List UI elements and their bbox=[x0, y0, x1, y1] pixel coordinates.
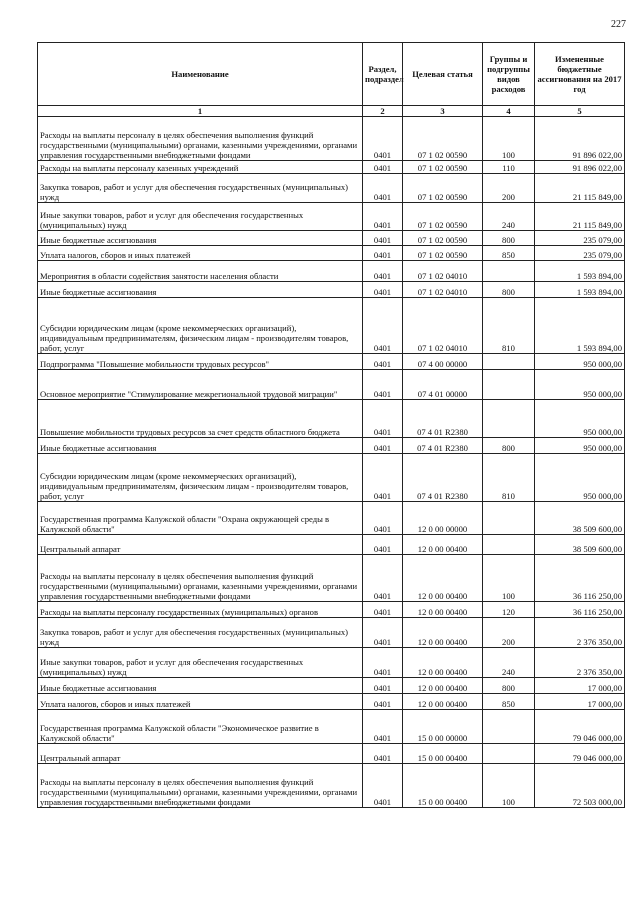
row-group: 200 bbox=[483, 174, 535, 203]
row-amount: 950 000,00 bbox=[535, 354, 625, 370]
table-row bbox=[38, 555, 625, 602]
table-row bbox=[38, 174, 625, 203]
row-amount: 21 115 849,00 bbox=[535, 203, 625, 231]
row-amount: 950 000,00 bbox=[535, 438, 625, 454]
table-body bbox=[38, 117, 625, 808]
row-article: 12 0 00 00400 bbox=[403, 648, 483, 678]
row-article: 07 4 01 R2380 bbox=[403, 454, 483, 502]
table-row bbox=[38, 678, 625, 694]
header-name: Наименование bbox=[38, 43, 363, 106]
row-amount: 1 593 894,00 bbox=[535, 298, 625, 354]
row-section: 0401 bbox=[363, 618, 403, 648]
row-section: 0401 bbox=[363, 370, 403, 400]
row-name: Иные закупки товаров, работ и услуг для обеспечения государственных (муниципальных) нужд bbox=[38, 648, 363, 678]
row-name: Государственная программа Калужской области "Экономическое развитие в Калужской области" bbox=[38, 710, 363, 744]
row-name: Закупка товаров, работ и услуг для обеспечения государственных (муниципальных) нужд bbox=[38, 618, 363, 648]
row-article: 12 0 00 00400 bbox=[403, 535, 483, 555]
table-row bbox=[38, 602, 625, 618]
row-amount: 21 115 849,00 bbox=[535, 174, 625, 203]
row-amount: 1 593 894,00 bbox=[535, 282, 625, 298]
table-row bbox=[38, 535, 625, 555]
row-group bbox=[483, 400, 535, 438]
table-row bbox=[38, 246, 625, 261]
row-amount: 17 000,00 bbox=[535, 678, 625, 694]
row-amount: 1 593 894,00 bbox=[535, 261, 625, 282]
row-section: 0401 bbox=[363, 744, 403, 764]
row-article: 07 4 01 R2380 bbox=[403, 400, 483, 438]
row-section: 0401 bbox=[363, 602, 403, 618]
row-section: 0401 bbox=[363, 261, 403, 282]
row-section: 0401 bbox=[363, 161, 403, 174]
table-row bbox=[38, 161, 625, 174]
row-amount: 79 046 000,00 bbox=[535, 744, 625, 764]
table-row bbox=[38, 231, 625, 246]
row-article: 12 0 00 00400 bbox=[403, 555, 483, 602]
row-section: 0401 bbox=[363, 246, 403, 261]
row-amount: 72 503 000,00 bbox=[535, 764, 625, 808]
row-section: 0401 bbox=[363, 535, 403, 555]
row-section: 0401 bbox=[363, 117, 403, 161]
row-group bbox=[483, 354, 535, 370]
table-row bbox=[38, 370, 625, 400]
row-group: 110 bbox=[483, 161, 535, 174]
table-row bbox=[38, 261, 625, 282]
row-name: Расходы на выплаты персоналу в целях обеспечения выполнения функций государственными (муниципальными) органами, казенными учреждениями, органами управления государственными внебюджетными фондами bbox=[38, 764, 363, 808]
row-section: 0401 bbox=[363, 454, 403, 502]
row-section: 0401 bbox=[363, 231, 403, 246]
row-group: 800 bbox=[483, 678, 535, 694]
table-row bbox=[38, 354, 625, 370]
table-row bbox=[38, 694, 625, 710]
row-name: Иные бюджетные ассигнования bbox=[38, 678, 363, 694]
row-section: 0401 bbox=[363, 354, 403, 370]
table-row bbox=[38, 648, 625, 678]
row-section: 0401 bbox=[363, 502, 403, 535]
row-section: 0401 bbox=[363, 438, 403, 454]
row-group bbox=[483, 502, 535, 535]
table-header-row bbox=[38, 43, 625, 106]
row-article: 07 4 01 R2380 bbox=[403, 438, 483, 454]
row-article: 07 1 02 00590 bbox=[403, 161, 483, 174]
budget-table bbox=[37, 42, 625, 808]
row-name: Расходы на выплаты персоналу казенных учреждений bbox=[38, 161, 363, 174]
row-article: 12 0 00 00400 bbox=[403, 602, 483, 618]
row-article: 07 4 01 00000 bbox=[403, 370, 483, 400]
row-amount: 79 046 000,00 bbox=[535, 710, 625, 744]
table-row bbox=[38, 744, 625, 764]
row-amount: 38 509 600,00 bbox=[535, 502, 625, 535]
row-article: 12 0 00 00400 bbox=[403, 618, 483, 648]
row-group: 240 bbox=[483, 648, 535, 678]
row-group: 800 bbox=[483, 438, 535, 454]
table-row bbox=[38, 298, 625, 354]
table-row bbox=[38, 502, 625, 535]
row-article: 15 0 00 00400 bbox=[403, 744, 483, 764]
row-amount: 2 376 350,00 bbox=[535, 648, 625, 678]
row-name: Расходы на выплаты персоналу в целях обеспечения выполнения функций государственными (муниципальными) органами, казенными учреждениями, органами управления государственными внебюджетными фондами bbox=[38, 555, 363, 602]
column-number-row bbox=[38, 106, 625, 117]
row-amount: 36 116 250,00 bbox=[535, 555, 625, 602]
row-name: Центральный аппарат bbox=[38, 744, 363, 764]
row-group: 100 bbox=[483, 117, 535, 161]
row-name: Иные закупки товаров, работ и услуг для обеспечения государственных (муниципальных) нужд bbox=[38, 203, 363, 231]
row-amount: 950 000,00 bbox=[535, 400, 625, 438]
row-article: 07 4 00 00000 bbox=[403, 354, 483, 370]
row-amount: 235 079,00 bbox=[535, 231, 625, 246]
row-name: Подпрограмма "Повышение мобильности трудовых ресурсов" bbox=[38, 354, 363, 370]
row-section: 0401 bbox=[363, 298, 403, 354]
row-amount: 950 000,00 bbox=[535, 454, 625, 502]
header-section: Раздел, подраздел bbox=[363, 43, 403, 106]
table-row bbox=[38, 117, 625, 161]
row-name: Повышение мобильности трудовых ресурсов за счет средств областного бюджета bbox=[38, 400, 363, 438]
header-amount: Измененные бюджетные ассигнования на 2017 год bbox=[535, 43, 625, 106]
table-row bbox=[38, 438, 625, 454]
row-name: Мероприятия в области содействия занятости населения области bbox=[38, 261, 363, 282]
row-name: Иные бюджетные ассигнования bbox=[38, 231, 363, 246]
table-row bbox=[38, 618, 625, 648]
row-amount: 235 079,00 bbox=[535, 246, 625, 261]
row-section: 0401 bbox=[363, 710, 403, 744]
row-name: Уплата налогов, сборов и иных платежей bbox=[38, 246, 363, 261]
column-number: 5 bbox=[535, 106, 625, 117]
row-name: Основное мероприятие "Стимулирование межрегиональной трудовой миграции" bbox=[38, 370, 363, 400]
row-name: Иные бюджетные ассигнования bbox=[38, 438, 363, 454]
row-article: 07 1 02 04010 bbox=[403, 261, 483, 282]
row-group: 810 bbox=[483, 454, 535, 502]
header-article: Целевая статья bbox=[403, 43, 483, 106]
row-section: 0401 bbox=[363, 678, 403, 694]
row-article: 07 1 02 04010 bbox=[403, 282, 483, 298]
row-section: 0401 bbox=[363, 648, 403, 678]
row-group: 810 bbox=[483, 298, 535, 354]
row-name: Уплата налогов, сборов и иных платежей bbox=[38, 694, 363, 710]
row-amount: 91 896 022,00 bbox=[535, 117, 625, 161]
row-section: 0401 bbox=[363, 282, 403, 298]
row-name: Расходы на выплаты персоналу государственных (муниципальных) органов bbox=[38, 602, 363, 618]
row-name: Иные бюджетные ассигнования bbox=[38, 282, 363, 298]
column-number: 4 bbox=[483, 106, 535, 117]
header-groups: Группы и подгруппы видов расходов bbox=[483, 43, 535, 106]
table-row bbox=[38, 710, 625, 744]
row-amount: 17 000,00 bbox=[535, 694, 625, 710]
row-group: 120 bbox=[483, 602, 535, 618]
row-article: 07 1 02 00590 bbox=[403, 174, 483, 203]
row-article: 07 1 02 00590 bbox=[403, 203, 483, 231]
row-name: Субсидии юридическим лицам (кроме некоммерческих организаций), индивидуальным предпринимателям, физическим лицам - производителям товаров, работ, услуг bbox=[38, 454, 363, 502]
row-group: 200 bbox=[483, 618, 535, 648]
row-group: 850 bbox=[483, 246, 535, 261]
row-group bbox=[483, 261, 535, 282]
row-group bbox=[483, 370, 535, 400]
row-name: Субсидии юридическим лицам (кроме некоммерческих организаций), индивидуальным предпринимателям, физическим лицам - производителям товаров, работ, услуг bbox=[38, 298, 363, 354]
table-row bbox=[38, 203, 625, 231]
row-section: 0401 bbox=[363, 694, 403, 710]
row-group: 800 bbox=[483, 282, 535, 298]
row-group: 100 bbox=[483, 555, 535, 602]
row-name: Центральный аппарат bbox=[38, 535, 363, 555]
row-section: 0401 bbox=[363, 400, 403, 438]
row-article: 07 1 02 04010 bbox=[403, 298, 483, 354]
row-name: Государственная программа Калужской области "Охрана окружающей среды в Калужской области" bbox=[38, 502, 363, 535]
row-group bbox=[483, 710, 535, 744]
row-article: 15 0 00 00000 bbox=[403, 710, 483, 744]
table-row bbox=[38, 764, 625, 808]
row-amount: 36 116 250,00 bbox=[535, 602, 625, 618]
column-number: 2 bbox=[363, 106, 403, 117]
row-article: 15 0 00 00400 bbox=[403, 764, 483, 808]
row-group bbox=[483, 535, 535, 555]
row-article: 07 1 02 00590 bbox=[403, 117, 483, 161]
row-group: 100 bbox=[483, 764, 535, 808]
row-section: 0401 bbox=[363, 174, 403, 203]
row-name: Расходы на выплаты персоналу в целях обеспечения выполнения функций государственными (муниципальными) органами, казенными учреждениями, органами управления государственными внебюджетными фондами bbox=[38, 117, 363, 161]
table-row bbox=[38, 454, 625, 502]
row-name: Закупка товаров, работ и услуг для обеспечения государственных (муниципальных) нужд bbox=[38, 174, 363, 203]
row-article: 07 1 02 00590 bbox=[403, 246, 483, 261]
row-article: 12 0 00 00400 bbox=[403, 678, 483, 694]
row-article: 12 0 00 00000 bbox=[403, 502, 483, 535]
column-number: 1 bbox=[38, 106, 363, 117]
row-article: 07 1 02 00590 bbox=[403, 231, 483, 246]
row-amount: 91 896 022,00 bbox=[535, 161, 625, 174]
row-section: 0401 bbox=[363, 203, 403, 231]
page-number: 227 bbox=[611, 19, 626, 30]
table-row bbox=[38, 400, 625, 438]
table-row bbox=[38, 282, 625, 298]
row-amount: 2 376 350,00 bbox=[535, 618, 625, 648]
row-group: 240 bbox=[483, 203, 535, 231]
row-group: 850 bbox=[483, 694, 535, 710]
row-amount: 38 509 600,00 bbox=[535, 535, 625, 555]
row-amount: 950 000,00 bbox=[535, 370, 625, 400]
row-group bbox=[483, 744, 535, 764]
row-section: 0401 bbox=[363, 555, 403, 602]
row-group: 800 bbox=[483, 231, 535, 246]
column-number: 3 bbox=[403, 106, 483, 117]
row-article: 12 0 00 00400 bbox=[403, 694, 483, 710]
row-section: 0401 bbox=[363, 764, 403, 808]
